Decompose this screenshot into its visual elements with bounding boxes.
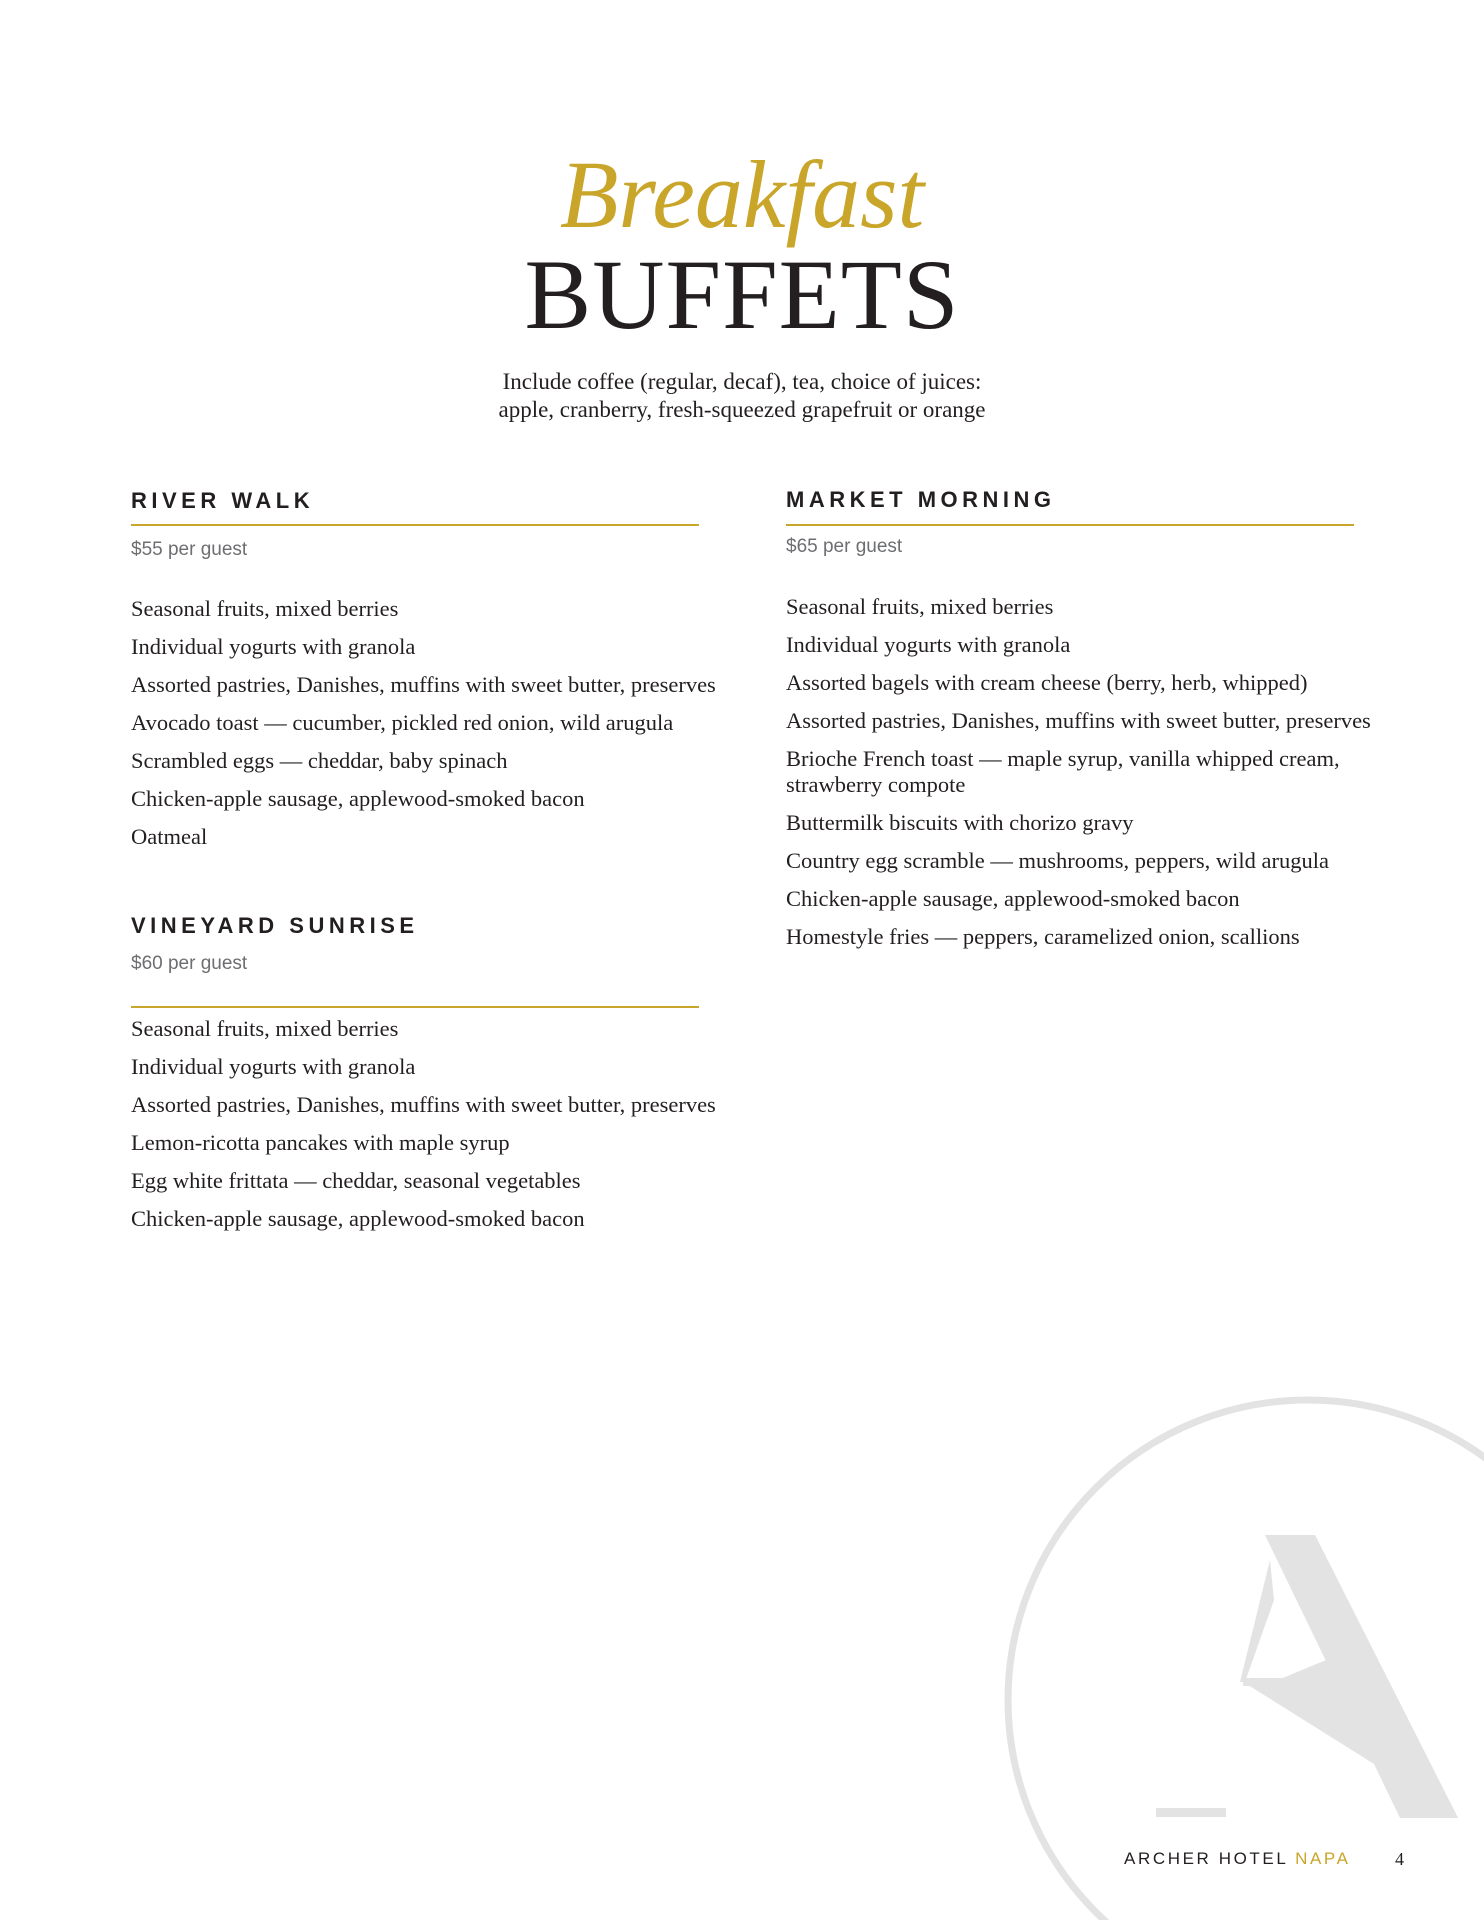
section-divider [786, 524, 1354, 526]
section-river-walk [131, 488, 731, 862]
menu-item: Scrambled eggs — cheddar, baby spinach [131, 748, 508, 773]
section-price: $60 per guest [131, 953, 248, 974]
menu-item: Chicken-apple sausage, applewood-smoked bacon [131, 786, 585, 811]
menu-item: Egg white frittata — cheddar, seasonal vegetables [131, 1168, 581, 1193]
page-title-script: Breakfast [559, 141, 925, 248]
page-subtitle [0, 368, 1484, 424]
footer-brand [1124, 1849, 1351, 1869]
menu-item: Brioche French toast — maple syrup, vanilla whipped cream, strawberry compote [786, 746, 1340, 797]
section-price: $65 per guest [786, 536, 903, 557]
section-title: MARKET MORNING [786, 487, 1056, 512]
section-price: $55 per guest [131, 539, 248, 560]
menu-item: Seasonal fruits, mixed berries [131, 596, 399, 621]
footer-brand-name: ARCHER HOTEL [1124, 1849, 1288, 1868]
menu-item: Country egg scramble — mushrooms, peppers, wild arugula [786, 848, 1330, 873]
menu-item: Individual yogurts with granola [131, 1054, 416, 1079]
subtitle-line-2: apple, cranberry, fresh-squeezed grapefruit or orange [498, 397, 986, 422]
menu-item-list [131, 596, 731, 850]
menu-item: Assorted pastries, Danishes, muffins with sweet butter, preserves [131, 1092, 716, 1117]
section-divider [131, 524, 699, 526]
menu-item: Individual yogurts with granola [786, 632, 1071, 657]
section-market-morning [786, 487, 1396, 962]
page-title: BUFFETS [524, 239, 960, 350]
menu-item: Oatmeal [131, 824, 208, 849]
subtitle-line-1: Include coffee (regular, decaf), tea, choice of juices: [502, 369, 982, 394]
menu-item-list [786, 594, 1396, 950]
menu-item: Assorted pastries, Danishes, muffins with sweet butter, preserves [786, 708, 1371, 733]
menu-item: Assorted bagels with cream cheese (berry, herb, whipped) [786, 670, 1308, 695]
menu-item-list [131, 1016, 731, 1232]
section-title: RIVER WALK [131, 488, 315, 513]
menu-item: Assorted pastries, Danishes, muffins with sweet butter, preserves [131, 672, 716, 697]
menu-item: Buttermilk biscuits with chorizo gravy [786, 810, 1134, 835]
menu-item: Individual yogurts with granola [131, 634, 416, 659]
menu-item: Lemon-ricotta pancakes with maple syrup [131, 1130, 510, 1155]
menu-item: Chicken-apple sausage, applewood-smoked bacon [786, 886, 1240, 911]
footer-brand-location: NAPA [1295, 1849, 1351, 1868]
section-title: VINEYARD SUNRISE [131, 913, 419, 938]
section-vineyard-sunrise [131, 913, 731, 1244]
menu-item: Avocado toast — cucumber, pickled red onion, wild arugula [131, 710, 674, 735]
menu-item: Seasonal fruits, mixed berries [786, 594, 1054, 619]
menu-item: Seasonal fruits, mixed berries [131, 1016, 399, 1041]
menu-item: Homestyle fries — peppers, caramelized onion, scallions [786, 924, 1300, 949]
menu-item: Chicken-apple sausage, applewood-smoked bacon [131, 1206, 585, 1231]
section-divider [131, 1006, 699, 1008]
page-number: 4 [1395, 1849, 1404, 1869]
